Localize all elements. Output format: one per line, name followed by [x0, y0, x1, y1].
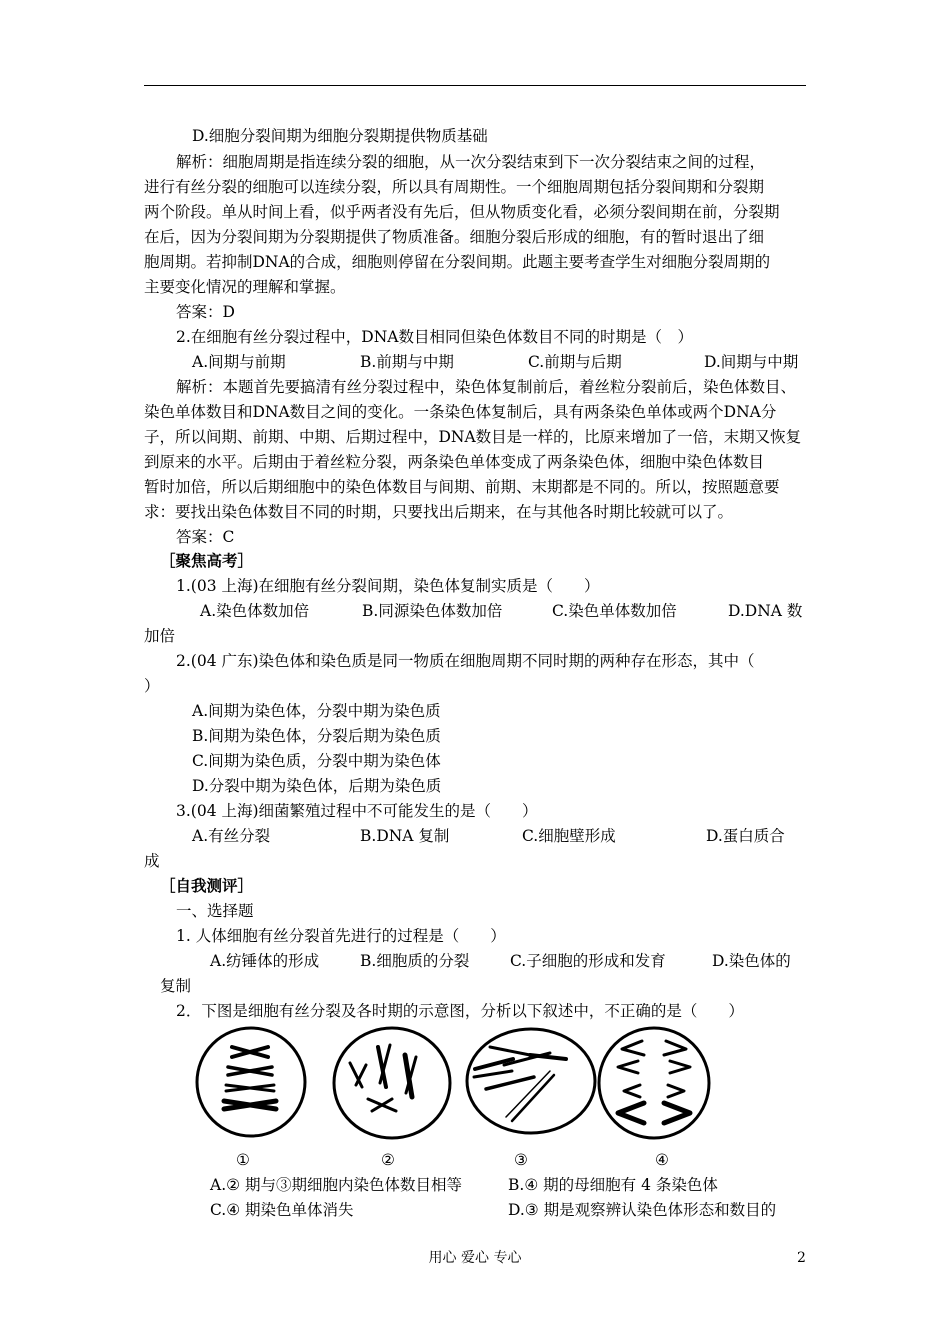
q2-option-a: A.间期与前期 [192, 353, 286, 371]
q1-analysis-line: 在后，因为分裂间期为分裂期提供了物质准备。细胞分裂后形成的细胞，有的暂时退出了细 [144, 228, 765, 246]
q2-option-b: B.前期与中期 [360, 353, 454, 371]
q2-option-c: C.前期与后期 [528, 353, 622, 371]
q1-analysis-line: 主要变化情况的理解和掌握。 [144, 278, 346, 296]
q1-analysis-line: 两个阶段。单从时间上看，似乎两者没有先后，但从物质变化看，必须分裂间期在前，分裂期 [144, 203, 780, 221]
q1-option-d: D.细胞分裂间期为细胞分裂期提供物质基础 [192, 127, 488, 145]
q2-answer: 答案：C [176, 528, 235, 546]
q1-analysis-line: 解析：细胞周期是指连续分裂的细胞，从一次分裂结束到下一次分裂结束之间的过程， [176, 153, 766, 171]
selftest-q2-option-b: B.④ 期的母细胞有 4 条染色体 [508, 1176, 718, 1194]
selftest-q1-wrap: 复制 [160, 977, 192, 995]
q2-analysis-line: 解析：本题首先要搞清有丝分裂过程中，染色体复制前后，着丝粒分裂前后，染色体数目、 [176, 378, 797, 396]
focus-q3-wrap: 成 [144, 852, 160, 870]
q2-analysis-line: 染色单体数目和DNA数目之间的变化。一条染色体复制后，具有两条染色单体或两个DNA分 [144, 403, 777, 421]
cell-2 [334, 1028, 450, 1138]
q2-stem: 2.在细胞有丝分裂过程中，DNA数目相同但染色体数目不同的时期是（ ） [176, 328, 693, 346]
focus-q3-option-b: B.DNA 复制 [360, 827, 450, 845]
focus-heading: ［聚焦高考］ [160, 551, 254, 570]
q1-analysis-line: 进行有丝分裂的细胞可以连续分裂，所以具有周期性。一个细胞周期包括分裂间期和分裂期 [144, 178, 765, 196]
q2-analysis-line: 子，所以间期、前期、中期、后期过程中，DNA数目是一样的，比原来增加了一倍，末期又恢复 [144, 428, 802, 446]
focus-q3-stem: 3.(04 上海)细菌繁殖过程中不可能发生的是（ ） [176, 802, 538, 820]
q1-answer: 答案：D [176, 303, 235, 321]
focus-q1-option-b: B.同源染色体数加倍 [362, 602, 503, 620]
page-number: 2 [797, 1250, 806, 1266]
focus-q3-option-a: A.有丝分裂 [192, 827, 271, 845]
focus-q1-option-d: D.DNA 数 [728, 602, 803, 620]
focus-q2-option-b: B.间期为染色体，分裂后期为染色质 [192, 727, 441, 745]
q2-analysis-line: 求：要找出染色体数目不同的时期，只要找出后期来，在与其他各时期比较就可以了。 [144, 503, 734, 521]
focus-q2-option-c: C.间期为染色质，分裂中期为染色体 [192, 752, 441, 770]
page-footer: 用心 爱心 专心 [428, 1250, 522, 1266]
focus-q2-option-a: A.间期为染色体，分裂中期为染色质 [192, 702, 441, 720]
selftest-q1-option-c: C.子细胞的形成和发育 [510, 952, 666, 970]
focus-q2-option-d: D.分裂中期为染色体，后期为染色质 [192, 777, 442, 795]
focus-q1-wrap: 加倍 [144, 627, 176, 645]
focus-q3-option-c: C.细胞壁形成 [522, 827, 616, 845]
q2-analysis-line: 到原来的水平。后期由于着丝粒分裂，两条染色单体变成了两条染色体，细胞中染色体数目 [144, 453, 765, 471]
focus-q1-option-a: A.染色体数加倍 [200, 602, 310, 620]
focus-q3-option-d: D.蛋白质合 [706, 827, 785, 845]
selftest-q2-option-d: D.③ 期是观察辨认染色体形态和数目的 [508, 1201, 777, 1219]
figure-label-3: ③ [514, 1151, 528, 1169]
focus-q1-option-c: C.染色单体数加倍 [552, 602, 677, 620]
q2-analysis-line: 暂时加倍，所以后期细胞中的染色体数目与间期、前期、末期都是不同的。所以，按照题意要 [144, 478, 780, 496]
selftest-section: 一、选择题 [176, 902, 254, 920]
selftest-q1-option-b: B.细胞质的分裂 [360, 952, 470, 970]
selftest-heading: ［自我测评］ [160, 876, 254, 895]
selftest-q1-option-d: D.染色体的 [712, 952, 791, 970]
header-rule [144, 85, 806, 86]
selftest-q1-stem: 1. 人体细胞有丝分裂首先进行的过程是（ ） [176, 927, 506, 945]
selftest-q2-option-a: A.② 期与③期细胞内染色体数目相等 [210, 1176, 462, 1194]
cell-3 [467, 1029, 595, 1133]
cell-4 [599, 1028, 709, 1138]
selftest-q2-option-c: C.④ 期染色单体消失 [210, 1201, 354, 1219]
focus-q1-stem: 1.(03 上海)在细胞有丝分裂间期，染色体复制实质是（ ） [176, 577, 600, 595]
figure-label-4: ④ [655, 1151, 669, 1169]
figure-label-2: ② [381, 1151, 395, 1169]
selftest-q1-option-a: A.纺锤体的形成 [210, 952, 320, 970]
selftest-q2-stem: 2．下图是细胞有丝分裂及各时期的示意图，分析以下叙述中，不正确的是（ ） [176, 1002, 744, 1020]
q2-option-d: D.间期与中期 [704, 353, 799, 371]
q1-analysis-line: 胞周期。若抑制DNA的合成，细胞则停留在分裂间期。此题主要考查学生对细胞分裂周期的 [144, 253, 771, 271]
mitosis-figure [190, 1025, 730, 1140]
cell-1 [197, 1028, 305, 1136]
figure-label-1: ① [236, 1151, 250, 1169]
focus-q2-wrap: ） [144, 677, 160, 695]
focus-q2-stem: 2.(04 广东)染色体和染色质是同一物质在细胞周期不同时期的两种存在形态，其中（ [176, 652, 755, 670]
